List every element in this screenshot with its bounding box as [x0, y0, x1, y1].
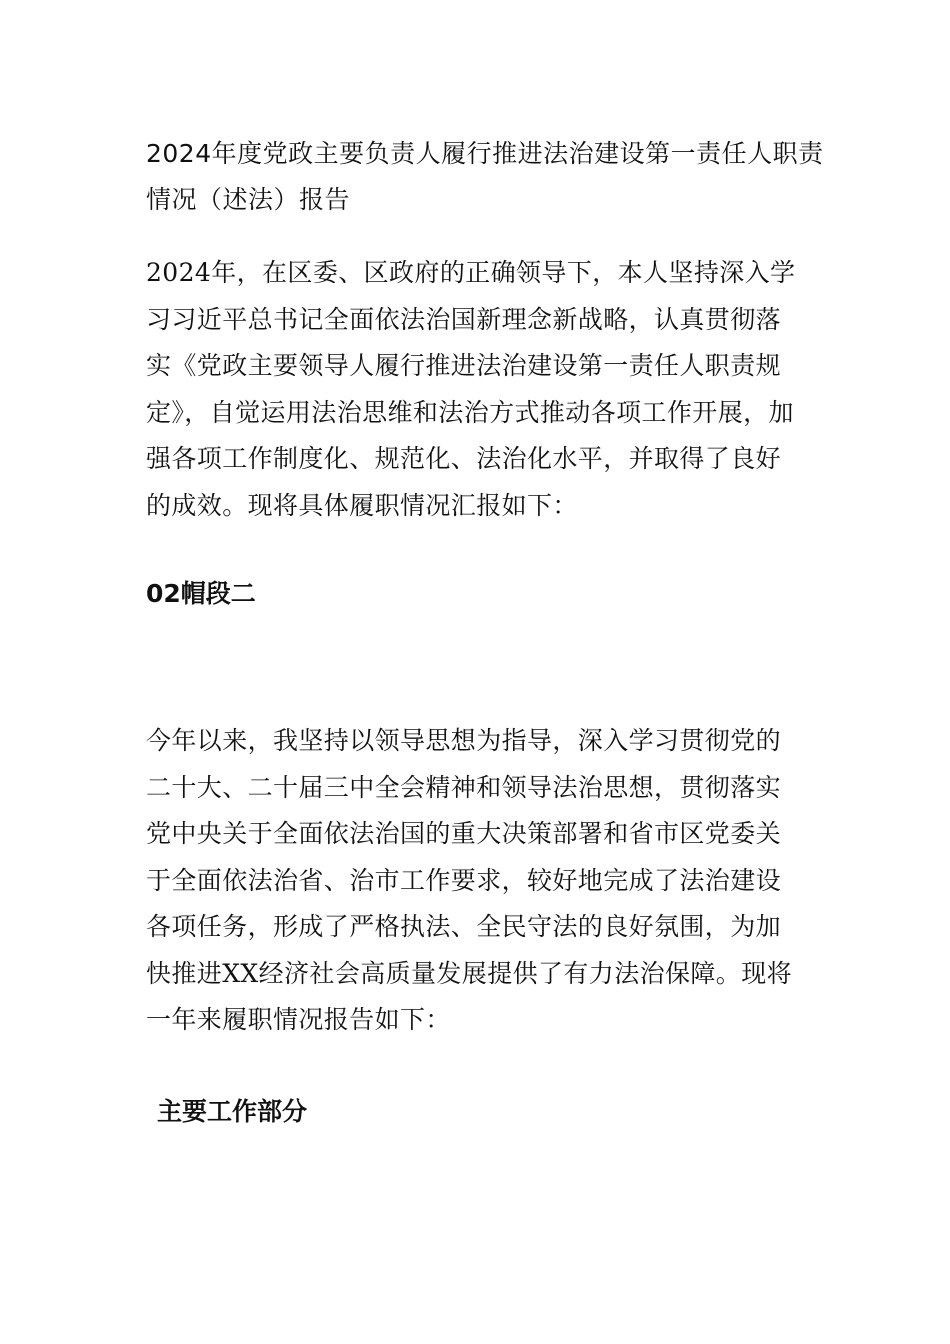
body-paragraph: 今年以来，我坚持以领导思想为指导，深入学习贯彻党的二十大、二十届三中全会精神和领导法治思想，贯彻落实党中央关于全面依法治国的重大决策部署和省市区党委关于全面依法治省、治市工作要求，较好地完成了法治建设各项任务，形成了严格执法、全民守法的良好氛围，为加快推进XX经济社会高质量发展提供了有力法治保障。现将一年来履职情况报告如下：: [146, 726, 792, 1034]
section-heading: 02帽段二: [146, 579, 256, 608]
main-work-subheading: 主要工作部分: [157, 1097, 308, 1126]
document-title: 2024年度党政主要负责人履行推进法治建设第一责任人职责情况（述法）报告: [146, 139, 824, 214]
intro-paragraph: 2024年，在区委、区政府的正确领导下，本人坚持深入学习习近平总书记全面依法治国新理念新战略，认真贯彻落实《党政主要领导人履行推进法治建设第一责任人职责规定》，自觉运用法治思维和法治方式推动各项工作开展，加强各项工作制度化、规范化、法治化水平，并取得了良好的成效。现将具体履职情况汇报如下：: [146, 258, 796, 520]
